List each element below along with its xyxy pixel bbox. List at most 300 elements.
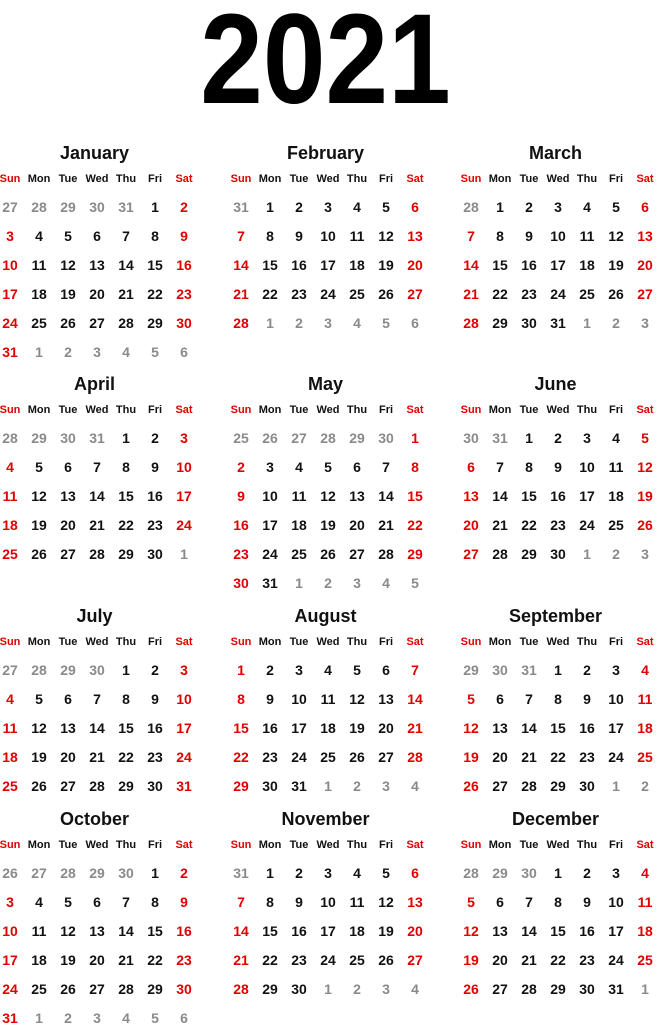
weekday-header: Thu: [115, 636, 137, 648]
adjacent-month-day: 30: [89, 662, 105, 678]
weekday-header: Sun: [230, 404, 252, 416]
day-cell: 24: [291, 749, 307, 765]
weekday-header: Mon: [488, 404, 512, 416]
day-cell: 11: [637, 691, 653, 707]
weekday-header: Thu: [115, 404, 137, 416]
day-cell: 28: [378, 546, 394, 562]
weekday-header: Wed: [546, 636, 570, 648]
day-cell: 8: [496, 228, 504, 244]
day-cell: 4: [6, 691, 14, 707]
day-cell: 12: [31, 488, 47, 504]
day-cell: 10: [608, 691, 624, 707]
day-cell: 6: [411, 865, 419, 881]
day-cell: 19: [463, 952, 479, 968]
adjacent-month-day: 30: [521, 865, 537, 881]
weekday-header: Fri: [378, 404, 394, 416]
day-cell: 7: [525, 894, 533, 910]
day-cell: 15: [550, 720, 566, 736]
weekday-header: Thu: [346, 839, 368, 851]
day-cell: 22: [492, 286, 508, 302]
day-cell: 22: [147, 952, 163, 968]
day-cell: 3: [612, 865, 620, 881]
weekday-header: Fri: [147, 404, 163, 416]
day-cell: 11: [608, 459, 624, 475]
weekday-header: Thu: [346, 173, 368, 185]
adjacent-month-day: 3: [641, 315, 649, 331]
day-cell: 23: [147, 749, 163, 765]
day-cell: 5: [382, 865, 390, 881]
day-cell: 7: [122, 894, 130, 910]
day-cell: 23: [291, 952, 307, 968]
day-cell: 28: [521, 981, 537, 997]
day-cell: 1: [237, 662, 245, 678]
adjacent-month-day: 1: [295, 575, 303, 591]
weekday-header: Sat: [406, 173, 424, 185]
adjacent-month-day: 30: [60, 430, 76, 446]
day-cell: 28: [89, 778, 105, 794]
day-cell: 1: [266, 199, 274, 215]
day-cell: 6: [467, 459, 475, 475]
day-cell: 20: [349, 517, 365, 533]
day-cell: 24: [320, 952, 336, 968]
adjacent-month-day: 1: [266, 315, 274, 331]
day-cell: 5: [353, 662, 361, 678]
day-cell: 9: [525, 228, 533, 244]
day-cell: 17: [176, 488, 192, 504]
adjacent-month-day: 3: [324, 315, 332, 331]
day-cell: 21: [407, 720, 423, 736]
day-cell: 12: [463, 923, 479, 939]
day-cell: 13: [492, 720, 508, 736]
day-cell: 15: [550, 923, 566, 939]
day-cell: 15: [407, 488, 423, 504]
day-cell: 26: [349, 749, 365, 765]
day-cell: 13: [349, 488, 365, 504]
day-cell: 5: [324, 459, 332, 475]
day-cell: 30: [176, 981, 192, 997]
day-cell: 2: [554, 430, 562, 446]
day-cell: 28: [233, 981, 249, 997]
day-cell: 5: [35, 691, 43, 707]
day-cell: 2: [151, 662, 159, 678]
day-cell: 13: [407, 228, 423, 244]
day-cell: 3: [6, 894, 14, 910]
day-cell: 27: [463, 546, 479, 562]
day-cell: 18: [31, 952, 47, 968]
weekday-header: Wed: [546, 173, 570, 185]
weekday-header: Sat: [636, 636, 654, 648]
adjacent-month-day: 31: [492, 430, 508, 446]
day-cell: 25: [320, 749, 336, 765]
day-cell: 23: [147, 517, 163, 533]
day-cell: 21: [378, 517, 394, 533]
day-cell: 21: [233, 952, 249, 968]
day-cell: 29: [147, 981, 163, 997]
day-cell: 17: [262, 517, 278, 533]
day-cell: 26: [608, 286, 624, 302]
month-name: January: [59, 143, 130, 163]
adjacent-month-day: 5: [151, 1010, 159, 1026]
weekday-header: Sat: [406, 636, 424, 648]
day-cell: 7: [525, 691, 533, 707]
day-cell: 4: [6, 459, 14, 475]
day-cell: 30: [579, 981, 595, 997]
day-cell: 30: [521, 315, 537, 331]
day-cell: 7: [237, 894, 245, 910]
day-cell: 29: [118, 546, 134, 562]
day-cell: 8: [122, 459, 130, 475]
day-cell: 24: [262, 546, 278, 562]
day-cell: 10: [550, 228, 566, 244]
day-cell: 16: [147, 488, 163, 504]
month-name: April: [73, 374, 115, 394]
day-cell: 29: [492, 315, 508, 331]
weekday-header: Sun: [0, 404, 21, 416]
weekday-header: Thu: [115, 173, 137, 185]
adjacent-month-day: 5: [382, 315, 390, 331]
day-cell: 15: [262, 257, 278, 273]
weekday-header: Sat: [175, 839, 193, 851]
day-cell: 7: [93, 691, 101, 707]
adjacent-month-day: 26: [2, 865, 18, 881]
weekday-header: Sat: [406, 404, 424, 416]
day-cell: 16: [550, 488, 566, 504]
weekday-header: Wed: [85, 839, 109, 851]
adjacent-month-day: 6: [180, 1010, 188, 1026]
day-cell: 3: [583, 430, 591, 446]
day-cell: 17: [2, 952, 18, 968]
day-cell: 11: [2, 720, 18, 736]
day-cell: 3: [6, 228, 14, 244]
day-cell: 19: [31, 517, 47, 533]
day-cell: 8: [122, 691, 130, 707]
day-cell: 23: [233, 546, 249, 562]
day-cell: 25: [637, 749, 653, 765]
day-cell: 29: [147, 315, 163, 331]
day-cell: 11: [320, 691, 336, 707]
weekday-header: Fri: [608, 636, 624, 648]
day-cell: 1: [122, 662, 130, 678]
day-cell: 2: [583, 662, 591, 678]
day-cell: 16: [579, 720, 595, 736]
day-cell: 24: [2, 315, 18, 331]
day-cell: 21: [521, 952, 537, 968]
day-cell: 30: [147, 546, 163, 562]
day-cell: 12: [378, 894, 394, 910]
day-cell: 27: [89, 981, 105, 997]
day-cell: 28: [233, 315, 249, 331]
adjacent-month-day: 2: [612, 546, 620, 562]
weekday-header: Sun: [230, 636, 252, 648]
day-cell: 13: [463, 488, 479, 504]
weekday-header: Mon: [27, 173, 51, 185]
day-cell: 14: [89, 488, 105, 504]
day-cell: 4: [295, 459, 303, 475]
day-cell: 2: [180, 199, 188, 215]
weekday-header: Wed: [316, 636, 340, 648]
day-cell: 17: [579, 488, 595, 504]
day-cell: 15: [233, 720, 249, 736]
weekday-header: Fri: [378, 839, 394, 851]
day-cell: 29: [118, 778, 134, 794]
day-cell: 17: [2, 286, 18, 302]
day-cell: 27: [60, 546, 76, 562]
weekday-header: Tue: [58, 839, 78, 851]
day-cell: 18: [579, 257, 595, 273]
day-cell: 5: [382, 199, 390, 215]
day-cell: 14: [118, 257, 134, 273]
day-cell: 27: [492, 778, 508, 794]
day-cell: 27: [637, 286, 653, 302]
weekday-header: Wed: [316, 404, 340, 416]
day-cell: 10: [320, 894, 336, 910]
day-cell: 17: [176, 720, 192, 736]
day-cell: 30: [579, 778, 595, 794]
day-cell: 9: [583, 691, 591, 707]
day-cell: 24: [176, 517, 192, 533]
day-cell: 29: [407, 546, 423, 562]
day-cell: 29: [521, 546, 537, 562]
weekday-header: Wed: [85, 404, 109, 416]
month-name: December: [511, 809, 600, 829]
day-cell: 19: [608, 257, 624, 273]
day-cell: 28: [118, 981, 134, 997]
day-cell: 11: [349, 894, 365, 910]
weekday-header: Mon: [258, 839, 282, 851]
weekday-header: Tue: [58, 173, 78, 185]
weekday-header: Sun: [230, 839, 252, 851]
adjacent-month-day: 27: [2, 662, 18, 678]
day-cell: 26: [31, 546, 47, 562]
day-cell: 14: [463, 257, 479, 273]
day-cell: 8: [554, 691, 562, 707]
day-cell: 12: [31, 720, 47, 736]
weekday-header: Sat: [175, 636, 193, 648]
weekday-header: Mon: [258, 173, 282, 185]
day-cell: 17: [550, 257, 566, 273]
day-cell: 1: [411, 430, 419, 446]
day-cell: 8: [151, 228, 159, 244]
day-cell: 12: [320, 488, 336, 504]
adjacent-month-day: 31: [233, 865, 249, 881]
day-cell: 20: [463, 517, 479, 533]
day-cell: 10: [291, 691, 307, 707]
day-cell: 20: [492, 952, 508, 968]
day-cell: 13: [60, 720, 76, 736]
day-cell: 17: [291, 720, 307, 736]
adjacent-month-day: 6: [411, 315, 419, 331]
day-cell: 17: [608, 720, 624, 736]
adjacent-month-day: 1: [641, 981, 649, 997]
day-cell: 11: [2, 488, 18, 504]
day-cell: 18: [349, 257, 365, 273]
day-cell: 27: [349, 546, 365, 562]
day-cell: 20: [378, 720, 394, 736]
day-cell: 20: [60, 517, 76, 533]
day-cell: 7: [496, 459, 504, 475]
adjacent-month-day: 5: [411, 575, 419, 591]
day-cell: 24: [579, 517, 595, 533]
day-cell: 9: [180, 228, 188, 244]
day-cell: 16: [521, 257, 537, 273]
day-cell: 5: [35, 459, 43, 475]
day-cell: 22: [233, 749, 249, 765]
adjacent-month-day: 2: [353, 981, 361, 997]
month-name: October: [59, 809, 129, 829]
day-cell: 16: [291, 923, 307, 939]
day-cell: 4: [353, 865, 361, 881]
day-cell: 14: [89, 720, 105, 736]
day-cell: 11: [637, 894, 653, 910]
adjacent-month-day: 2: [641, 778, 649, 794]
day-cell: 1: [151, 199, 159, 215]
day-cell: 13: [89, 257, 105, 273]
day-cell: 24: [176, 749, 192, 765]
day-cell: 31: [2, 1010, 18, 1026]
weekday-header: Tue: [519, 636, 539, 648]
day-cell: 20: [60, 749, 76, 765]
day-cell: 16: [176, 257, 192, 273]
adjacent-month-day: 3: [93, 1010, 101, 1026]
adjacent-month-day: 29: [89, 865, 105, 881]
day-cell: 3: [324, 199, 332, 215]
day-cell: 21: [118, 286, 134, 302]
weekday-header: Thu: [576, 839, 598, 851]
day-cell: 28: [492, 546, 508, 562]
day-cell: 14: [233, 923, 249, 939]
weekday-header: Mon: [258, 636, 282, 648]
day-cell: 2: [237, 459, 245, 475]
weekday-header: Fri: [147, 636, 163, 648]
day-cell: 10: [608, 894, 624, 910]
day-cell: 1: [525, 430, 533, 446]
day-cell: 20: [407, 257, 423, 273]
day-cell: 22: [262, 952, 278, 968]
day-cell: 10: [320, 228, 336, 244]
weekday-header: Sat: [175, 173, 193, 185]
day-cell: 31: [2, 344, 18, 360]
adjacent-month-day: 1: [324, 778, 332, 794]
weekday-header: Thu: [576, 636, 598, 648]
day-cell: 2: [180, 865, 188, 881]
day-cell: 23: [579, 952, 595, 968]
weekday-header: Wed: [316, 839, 340, 851]
day-cell: 16: [262, 720, 278, 736]
day-cell: 5: [467, 894, 475, 910]
weekday-header: Fri: [608, 839, 624, 851]
adjacent-month-day: 29: [31, 430, 47, 446]
day-cell: 12: [349, 691, 365, 707]
day-cell: 25: [579, 286, 595, 302]
day-cell: 18: [291, 517, 307, 533]
day-cell: 25: [31, 315, 47, 331]
day-cell: 28: [407, 749, 423, 765]
day-cell: 8: [554, 894, 562, 910]
day-cell: 26: [378, 952, 394, 968]
day-cell: 12: [637, 459, 653, 475]
day-cell: 10: [2, 257, 18, 273]
day-cell: 19: [60, 952, 76, 968]
day-cell: 10: [262, 488, 278, 504]
adjacent-month-day: 4: [382, 575, 390, 591]
adjacent-month-day: 30: [492, 662, 508, 678]
weekday-header: Mon: [488, 636, 512, 648]
day-cell: 7: [93, 459, 101, 475]
adjacent-month-day: 30: [463, 430, 479, 446]
day-cell: 21: [463, 286, 479, 302]
weekday-header: Fri: [608, 404, 624, 416]
weekday-header: Sun: [460, 839, 482, 851]
weekday-header: Fri: [378, 636, 394, 648]
day-cell: 4: [641, 662, 649, 678]
weekday-header: Wed: [85, 636, 109, 648]
day-cell: 7: [467, 228, 475, 244]
day-cell: 8: [411, 459, 419, 475]
weekday-header: Thu: [346, 636, 368, 648]
day-cell: 31: [176, 778, 192, 794]
day-cell: 12: [608, 228, 624, 244]
weekday-header: Sun: [460, 636, 482, 648]
day-cell: 21: [118, 952, 134, 968]
adjacent-month-day: 1: [612, 778, 620, 794]
weekday-header: Mon: [488, 173, 512, 185]
weekday-header: Thu: [576, 173, 598, 185]
day-cell: 28: [463, 315, 479, 331]
day-cell: 6: [93, 228, 101, 244]
day-cell: 11: [579, 228, 595, 244]
month-name: August: [294, 606, 357, 626]
weekday-header: Mon: [27, 636, 51, 648]
adjacent-month-day: 2: [64, 344, 72, 360]
day-cell: 14: [521, 923, 537, 939]
adjacent-month-day: 28: [463, 199, 479, 215]
day-cell: 23: [550, 517, 566, 533]
adjacent-month-day: 31: [233, 199, 249, 215]
day-cell: 19: [378, 923, 394, 939]
weekday-header: Fri: [378, 173, 394, 185]
day-cell: 3: [324, 865, 332, 881]
day-cell: 13: [60, 488, 76, 504]
adjacent-month-day: 30: [89, 199, 105, 215]
day-cell: 18: [349, 923, 365, 939]
day-cell: 12: [60, 257, 76, 273]
adjacent-month-day: 2: [612, 315, 620, 331]
day-cell: 19: [320, 517, 336, 533]
day-cell: 11: [31, 923, 47, 939]
day-cell: 15: [521, 488, 537, 504]
day-cell: 4: [35, 894, 43, 910]
day-cell: 27: [407, 952, 423, 968]
day-cell: 22: [550, 952, 566, 968]
day-cell: 27: [89, 315, 105, 331]
day-cell: 15: [492, 257, 508, 273]
adjacent-month-day: 31: [89, 430, 105, 446]
day-cell: 3: [295, 662, 303, 678]
weekday-header: Thu: [115, 839, 137, 851]
day-cell: 19: [349, 720, 365, 736]
day-cell: 16: [291, 257, 307, 273]
adjacent-month-day: 4: [353, 315, 361, 331]
weekday-header: Tue: [519, 404, 539, 416]
day-cell: 16: [233, 517, 249, 533]
adjacent-month-day: 2: [353, 778, 361, 794]
day-cell: 6: [496, 691, 504, 707]
day-cell: 5: [612, 199, 620, 215]
adjacent-month-day: 2: [64, 1010, 72, 1026]
day-cell: 15: [262, 923, 278, 939]
day-cell: 5: [641, 430, 649, 446]
day-cell: 14: [233, 257, 249, 273]
